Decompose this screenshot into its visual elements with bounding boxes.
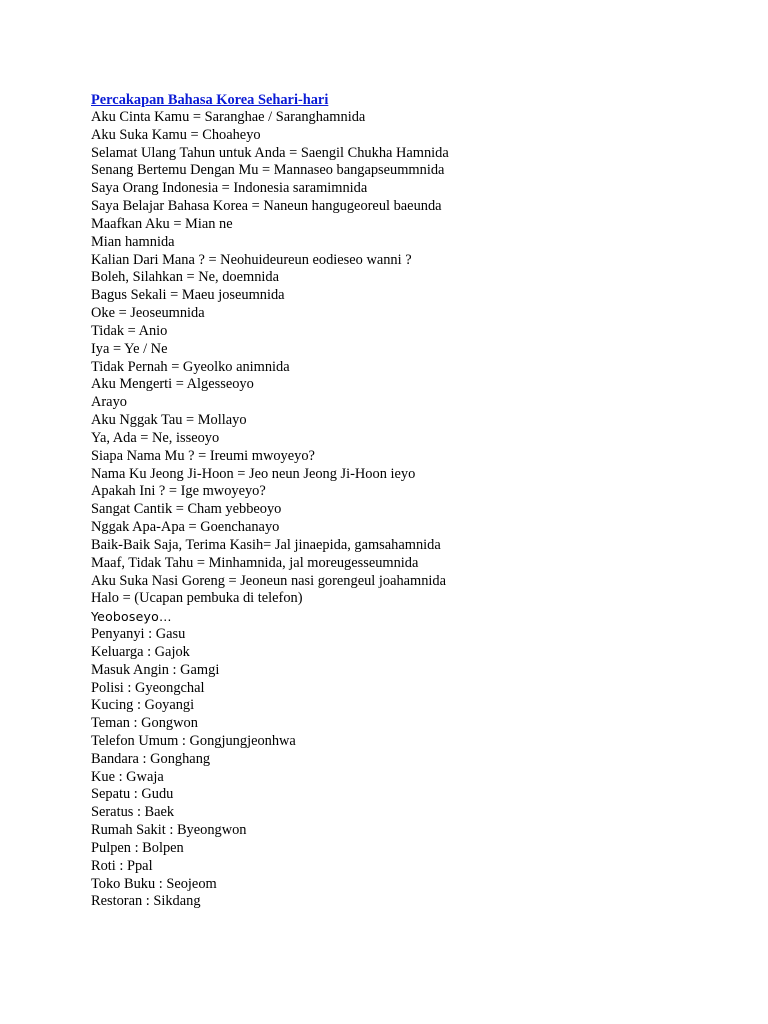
vocab-line: Masuk Angin : Gamgi	[91, 661, 220, 678]
phrase-line: Arayo	[91, 394, 127, 411]
vocab-line: Penyanyi : Gasu	[91, 626, 186, 643]
phrase-line: Sangat Cantik = Cham yebbeoyo	[91, 501, 282, 518]
vocab-line: Restoran : Sikdang	[91, 893, 201, 910]
vocab-line: Bandara : Gonghang	[91, 750, 211, 767]
vocab-line: Telefon Umum : Gongjungjeonhwa	[91, 732, 296, 749]
phrase-line: Aku Cinta Kamu = Saranghae / Saranghamnida	[91, 109, 366, 125]
phrase-line: Aku Nggak Tau = Mollayo	[91, 412, 247, 429]
phrase-line: Aku Suka Kamu = Choaheyo	[91, 126, 261, 143]
phrase-line: Nggak Apa-Apa = Goenchanayo	[91, 519, 280, 536]
phrase-line: Aku Suka Nasi Goreng = Jeoneun nasi gorengeul joahamnida	[91, 572, 447, 589]
phrase-line: Tidak Pernah = Gyeolko animnida	[91, 358, 290, 375]
phrase-line: Yeoboseyo…	[91, 609, 172, 625]
phrase-line: Selamat Ulang Tahun untuk Anda = Saengil Chukha Hamnida	[91, 144, 449, 161]
vocab-line: Seratus : Baek	[91, 804, 175, 821]
phrase-line: Siapa Nama Mu ? = Ireumi mwoyeyo?	[91, 447, 315, 464]
document-title-link[interactable]: Percakapan Bahasa Korea Sehari-hari	[91, 92, 329, 108]
phrase-line: Maafkan Aku = Mian ne	[91, 215, 233, 232]
phrase-line: Bagus Sekali = Maeu joseumnida	[91, 287, 285, 304]
phrase-line: Oke = Jeoseumnida	[91, 305, 205, 322]
phrase-line: Nama Ku Jeong Ji-Hoon = Jeo neun Jeong Ji-Hoon ieyo	[91, 465, 416, 482]
vocab-line: Kue : Gwaja	[91, 768, 164, 785]
vocab-line: Toko Buku : Seojeom	[91, 875, 217, 892]
phrase-line: Kalian Dari Mana ? = Neohuideureun eodieseo wanni ?	[91, 251, 412, 268]
vocab-line: Teman : Gongwon	[91, 715, 198, 732]
vocab-line: Pulpen : Bolpen	[91, 839, 184, 856]
phrase-line: Iya = Ye / Ne	[91, 340, 168, 357]
vocab-line: Keluarga : Gajok	[91, 643, 190, 660]
vocab-line: Polisi : Gyeongchal	[91, 679, 205, 696]
phrase-line: Ya, Ada = Ne, isseoyo	[91, 429, 220, 446]
phrase-line: Apakah Ini ? = Ige mwoyeyo?	[91, 483, 266, 500]
phrase-line: Maaf, Tidak Tahu = Minhamnida, jal moreugesseumnida	[91, 554, 419, 571]
vocab-line: Kucing : Goyangi	[91, 697, 195, 714]
phrase-line: Senang Bertemu Dengan Mu = Mannaseo bangapseummnida	[91, 162, 445, 179]
phrase-line: Tidak = Anio	[91, 322, 168, 339]
phrase-line: Aku Mengerti = Algesseoyo	[91, 376, 254, 393]
phrase-line: Baik-Baik Saja, Terima Kasih= Jal jinaepida, gamsahamnida	[91, 536, 441, 553]
vocab-line: Sepatu : Gudu	[91, 786, 174, 803]
vocab-line: Roti : Ppal	[91, 857, 153, 874]
phrase-line: Halo = (Ucapan pembuka di telefon)	[91, 590, 303, 607]
phrase-line: Mian hamnida	[91, 233, 175, 250]
phrase-list	[91, 109, 731, 911]
phrase-line: Saya Belajar Bahasa Korea = Naneun hangugeoreul baeunda	[91, 198, 442, 215]
phrase-line: Boleh, Silahkan = Ne, doemnida	[91, 269, 279, 286]
phrase-line: Saya Orang Indonesia = Indonesia saramimnida	[91, 180, 368, 197]
document-page	[91, 91, 731, 911]
vocab-line: Rumah Sakit : Byeongwon	[91, 822, 247, 839]
